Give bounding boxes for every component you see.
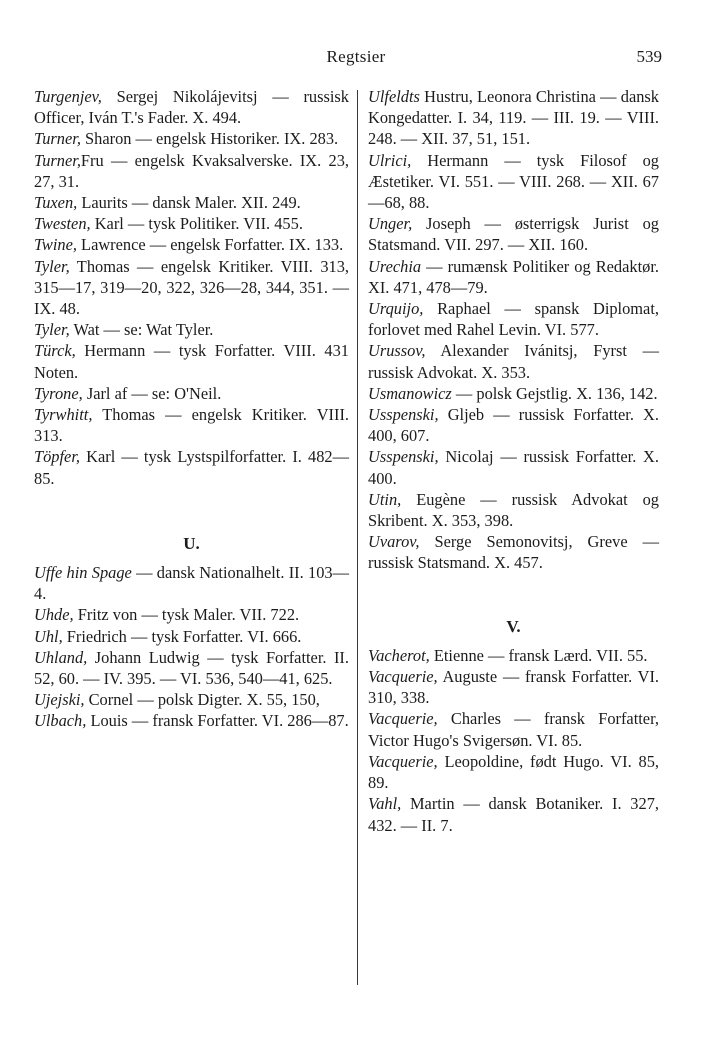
entry-name: Uhl,: [34, 626, 63, 646]
index-entry: [34, 626, 349, 647]
entry-name: Twine,: [34, 235, 77, 255]
index-entry: [368, 213, 659, 255]
index-entry: [34, 604, 349, 625]
page-number: 539: [636, 47, 662, 66]
left-column: [34, 86, 349, 732]
index-entry: [368, 489, 659, 531]
entry-name: Vacquerie,: [368, 709, 438, 729]
entry-name: Tyler,: [34, 320, 70, 340]
entry-name: Vahl,: [368, 794, 402, 814]
index-entry: [34, 383, 349, 404]
index-entry: [34, 128, 349, 149]
running-header-title: Regtsier: [326, 47, 386, 66]
entry-name: Usspenski,: [368, 405, 439, 425]
entry-name: Vacquerie,: [368, 751, 438, 771]
entry-name: Urechia: [368, 256, 422, 276]
index-entry: [368, 446, 659, 488]
entry-name: Uffe hin Spage: [34, 563, 132, 583]
entry-text: Joseph — østerrigsk Jurist og Statsmand. VII. 297. — XII. 160.: [368, 214, 659, 255]
entry-name: Ulbach,: [34, 711, 87, 731]
index-entry: [34, 689, 349, 710]
entry-text: Nicolaj — russisk Forfatter. X. 400.: [368, 447, 659, 488]
entry-text: Fru — engelsk Kvaksalverske. IX. 23, 27, 31.: [34, 150, 349, 191]
entry-text: Serge Semonovitsj, Greve — russisk Statsmand. X. 457.: [368, 532, 659, 573]
entry-name: Twesten,: [34, 214, 91, 234]
index-entry: [368, 150, 659, 214]
section-spacer: [368, 574, 659, 616]
entry-text: Johann Ludwig — tysk Forfatter. II. 52, 60. — IV. 395. — VI. 536, 540—41, 625.: [34, 647, 349, 689]
entry-text: Lawrence — engelsk Forfatter. IX. 133.: [76, 235, 344, 255]
entry-name: Urquijo,: [368, 299, 424, 319]
entry-name: Uvarov,: [368, 532, 420, 552]
entry-name: Tyrone,: [34, 383, 83, 403]
entry-text: Karl — tysk Politiker. VII. 455.: [90, 214, 303, 234]
index-entry: [368, 531, 659, 573]
index-entry: [368, 666, 659, 708]
index-entry: [368, 256, 659, 298]
section-heading-u: U.: [183, 533, 200, 553]
entry-text: Sergej Nikolájevitsj — russisk Officer, Iván T.'s Fader. X. 494.: [34, 87, 349, 128]
index-entry: [34, 404, 349, 446]
index-entry: [34, 562, 349, 604]
index-entry: [368, 383, 659, 404]
section-heading-v: V.: [506, 616, 521, 636]
entry-text: Gljeb — russisk Forfatter. X. 400, 607.: [368, 405, 659, 446]
entry-name: Uhde,: [34, 605, 74, 625]
entry-name: Vacquerie,: [368, 667, 438, 687]
entry-name: Töpfer,: [34, 447, 80, 467]
entry-name: Tuxen,: [34, 193, 78, 213]
entry-text: Thomas — engelsk Kritiker. VIII. 313, 315—17, 319—20, 322, 326—28, 344, 351. — IX. 48.: [34, 256, 349, 319]
index-entry: [34, 150, 349, 192]
entry-name: Usmanowicz: [368, 383, 452, 403]
index-entry: [368, 404, 659, 446]
index-entry: [368, 340, 659, 382]
entry-name: Unger,: [368, 214, 413, 234]
index-entry: [34, 319, 349, 340]
entry-text: Alexander Ivánitsj, Fyrst — russisk Advokat. X. 353.: [368, 341, 659, 382]
entry-text: Thomas — engelsk Kritiker. VIII. 313.: [34, 405, 349, 446]
entry-text: Auguste — fransk Forfatter. VI. 310, 338.: [368, 667, 659, 708]
index-entry: [368, 793, 659, 835]
index-entry: [34, 647, 349, 689]
entry-text: Jarl af — se: O'Neil.: [82, 383, 222, 403]
entry-name: Turner,: [34, 129, 81, 149]
entry-text: Louis — fransk Forfatter. VI. 286—87.: [86, 711, 349, 731]
index-entry: [34, 710, 349, 731]
entry-name: Usspenski,: [368, 447, 439, 467]
entry-name: Tyrwhitt,: [34, 405, 93, 425]
entry-text: Fritz von — tysk Maler. VII. 722.: [73, 605, 300, 625]
entry-text: Sharon — engelsk Historiker. IX. 283.: [80, 129, 339, 149]
index-entry: [34, 340, 349, 382]
entry-name: Ulfeldts: [368, 87, 420, 106]
entry-text: Raphael — spansk Diplomat, forlovet med Rahel Levin. VI. 577.: [368, 299, 659, 340]
entry-text: — polsk Gejstlig. X. 136, 142.: [451, 383, 658, 403]
entry-text: Hermann — tysk Forfatter. VIII. 431 Noten.: [34, 341, 349, 382]
index-entry: [34, 256, 349, 320]
entry-name: Ulrici,: [368, 150, 412, 170]
section-spacer: [34, 554, 349, 562]
entry-name: Utin,: [368, 489, 402, 509]
index-entry: [368, 645, 659, 666]
entry-text: Charles — fransk Forfatter, Victor Hugo's Svigersøn. VI. 85.: [368, 709, 659, 750]
index-entry: [34, 213, 349, 234]
entry-text: Karl — tysk Lystspilforfatter. I. 482—85.: [34, 447, 349, 488]
index-entry: [368, 751, 659, 793]
entry-name: Vacherot,: [368, 645, 430, 665]
section-spacer: [368, 637, 659, 645]
entry-text: Laurits — dansk Maler. XII. 249.: [77, 193, 301, 213]
index-entry: [34, 234, 349, 255]
entry-name: Uhland,: [34, 647, 88, 667]
index-entry: [368, 86, 659, 150]
entry-name: Tyler,: [34, 256, 70, 276]
entry-text: Eugène — russisk Advokat og Skribent. X. 353, 398.: [368, 489, 659, 531]
entry-name: Turgenjev,: [34, 87, 102, 106]
column-divider: [357, 90, 358, 985]
right-column: [368, 86, 659, 836]
index-entry: [368, 708, 659, 750]
entry-text: Wat — se: Wat Tyler.: [69, 320, 214, 340]
entry-text: Leopoldine, født Hugo. VI. 85, 89.: [368, 751, 659, 793]
entry-name: Ujejski,: [34, 690, 85, 710]
entry-text: — dansk Nationalhelt. II. 103—4.: [34, 563, 349, 604]
entry-text: Hermann — tysk Filosof og Æstetiker. VI. 551. — VIII. 268. — XII. 67—68, 88.: [368, 150, 659, 213]
section-spacer: [34, 489, 349, 533]
index-entry: [34, 192, 349, 213]
entry-name: Turner,: [34, 150, 81, 170]
entry-text: Hustru, Leonora Christina — dansk Kongedatter. I. 34, 119. — III. 19. — VIII. 248. — XII. 37, 51, 151.: [368, 87, 659, 149]
entry-name: Türck,: [34, 341, 76, 361]
entry-text: Friedrich — tysk Forfatter. VI. 666.: [62, 626, 302, 646]
entry-text: Martin — dansk Botaniker. I. 327, 432. — II. 7.: [368, 794, 659, 835]
entry-text: — rumænsk Politiker og Redaktør. XI. 471, 478—79.: [368, 256, 659, 297]
entry-text: Cornel — polsk Digter. X. 55, 150,: [84, 690, 320, 710]
index-entry: [34, 86, 349, 128]
entry-name: Urussov,: [368, 341, 426, 361]
index-entry: [368, 298, 659, 340]
entry-text: Etienne — fransk Lærd. VII. 55.: [429, 645, 648, 665]
index-entry: [34, 446, 349, 488]
